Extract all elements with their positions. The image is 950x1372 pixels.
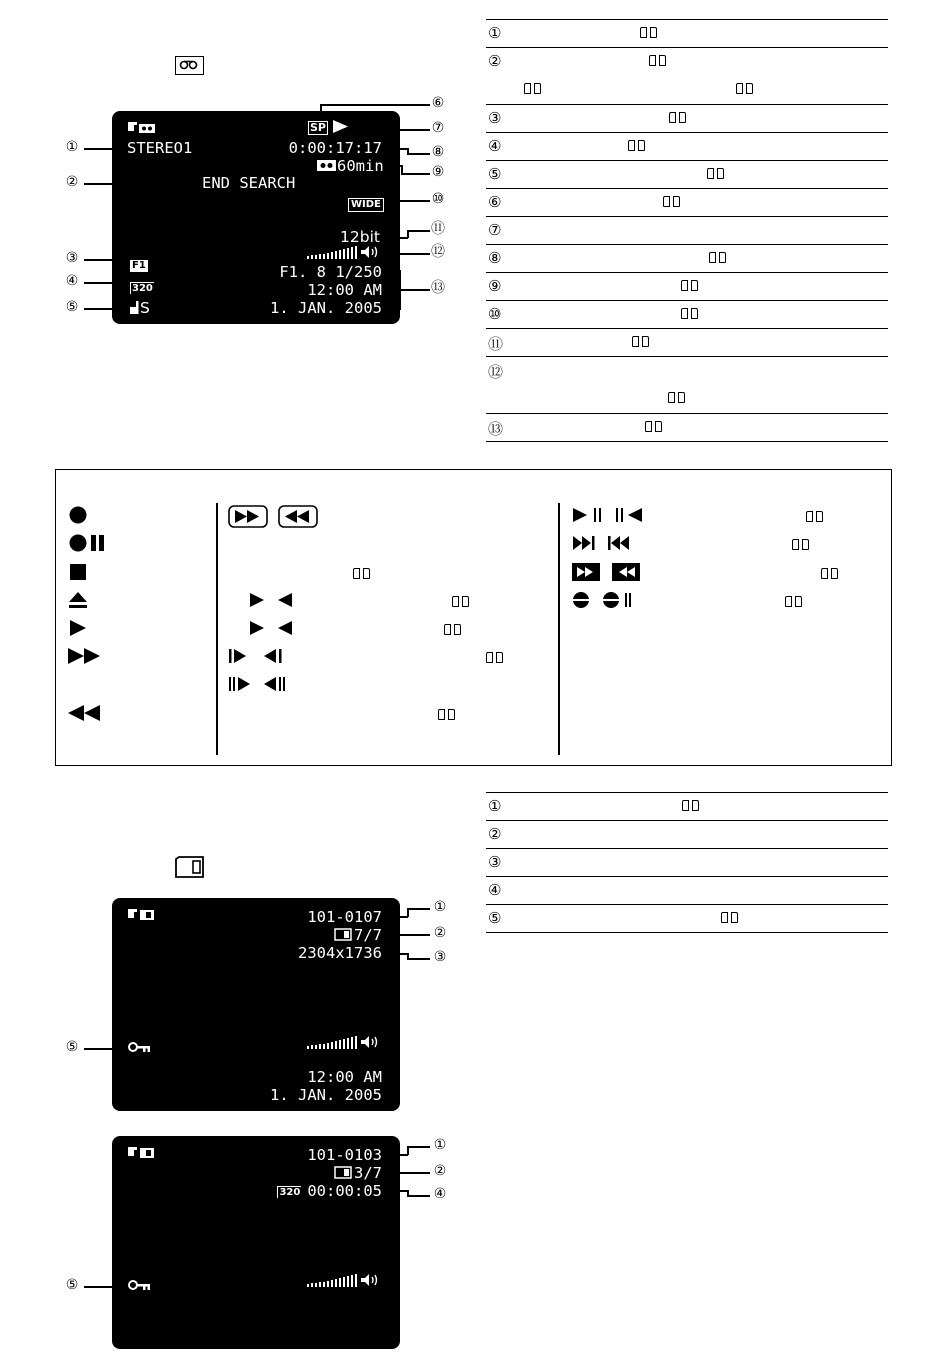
table-row: ⑤: [486, 161, 888, 189]
book-icon: [792, 533, 809, 555]
table-row: ⑪: [486, 329, 888, 357]
audio-mode-text: STEREO1: [127, 139, 193, 157]
callout-8: ⑧: [431, 144, 445, 160]
book-icon: [785, 590, 802, 612]
table-row: ②: [486, 48, 888, 105]
table-row: ⑩: [486, 301, 888, 329]
audio-bits-text: 12bit: [340, 228, 380, 246]
book-icon: [632, 336, 649, 352]
book-icon: [821, 562, 838, 584]
play-card-mode-icon: [128, 908, 158, 925]
wide-badge: WIDE: [348, 193, 384, 212]
book-icon: [353, 562, 370, 584]
table-row: ⑨: [486, 273, 888, 301]
book-icon: [486, 646, 503, 668]
slow-play-icons: [228, 646, 290, 670]
book-icon: [452, 590, 469, 612]
protect-key-icon: [128, 1040, 152, 1057]
record-pause-icon: [68, 533, 112, 557]
callout-11: ⑪: [431, 221, 445, 237]
table-row: ⑬: [486, 414, 888, 442]
date-text: 1. JAN. 2005: [270, 1086, 382, 1104]
book-icon: [668, 392, 685, 408]
tape-lcd-screen: [112, 111, 400, 324]
image-index: 3/7: [334, 1164, 382, 1182]
table-row: ⑥: [486, 189, 888, 217]
book-icon: [640, 27, 657, 43]
play-reverse-icons: [248, 618, 298, 642]
rewind-icon: [68, 703, 104, 727]
callout-6: ⑥: [431, 95, 445, 111]
callout-13: ⑬: [431, 280, 445, 296]
resolution-text: 2304x1736: [298, 944, 382, 962]
card-callout-3: ③: [433, 949, 447, 965]
ff-rew-box-icons: [228, 505, 320, 533]
fast-play-box-icons: [572, 562, 644, 586]
table-row: ③: [486, 849, 888, 877]
book-icon: [681, 280, 698, 296]
image-index: 7/7: [334, 926, 382, 944]
callout-5: ⑤: [65, 299, 79, 315]
table-row: ①: [486, 20, 888, 48]
book-icon: [645, 421, 662, 437]
callout-2: ②: [65, 174, 79, 190]
volume-level-icon: [307, 1034, 382, 1053]
book-icon: [707, 168, 724, 184]
sound-effect-indicator: S: [130, 299, 150, 317]
card-callout-4: ④: [433, 1186, 447, 1202]
callout-4: ④: [65, 273, 79, 289]
callout-7: ⑦: [431, 120, 445, 136]
time-code-text: 0:00:17:17: [288, 139, 382, 157]
table-row: ④: [486, 133, 888, 161]
book-icon: [682, 800, 699, 816]
clock-time-text: 12:00 AM: [307, 1068, 382, 1086]
memory-card-mode-icon: [175, 856, 205, 882]
play-status-icon: [333, 120, 349, 136]
card-callout-2b: ②: [433, 1163, 447, 1179]
card-lcd-screen-1: [112, 898, 400, 1111]
card-callout-1b: ①: [433, 1137, 447, 1153]
clock-time-text: 12:00 AM: [307, 281, 382, 299]
book-icon: [649, 55, 666, 71]
fast-forward-icon: [68, 646, 104, 670]
card-callout-5b: ⑤: [65, 1277, 79, 1293]
date-text: 1. JAN. 2005: [270, 299, 382, 317]
callout-1: ①: [65, 139, 79, 155]
book-icon: [709, 252, 726, 268]
play-card-mode-icon: [128, 1146, 158, 1163]
end-search-text: END SEARCH: [202, 174, 296, 192]
book-icon: [444, 618, 461, 640]
table-row: ⑫: [486, 357, 888, 414]
card-reference-table: [486, 792, 888, 933]
tape-speed-badge: SP: [310, 121, 326, 134]
f1-badge: F1: [132, 260, 146, 271]
record-icon: [68, 505, 88, 529]
callout-12: ⑫: [431, 244, 445, 260]
play-pause-icons: [572, 505, 652, 529]
exposure-text: F1. 8 1/250: [279, 263, 382, 281]
callout-10: ⑩: [431, 191, 445, 207]
eject-icon: [68, 590, 88, 614]
volume-level-icon: [307, 1272, 382, 1291]
book-icon: [681, 308, 698, 324]
volume-level-icon: [307, 244, 382, 263]
tape-mode-icon: [175, 56, 204, 75]
table-row: ⑧: [486, 245, 888, 273]
skip-icons: [572, 533, 642, 557]
table-row: ⑦: [486, 217, 888, 245]
play-reverse-icons: [248, 590, 298, 614]
file-number-text: 101-0103: [307, 1146, 382, 1164]
play-tape-mode-icon: [128, 121, 158, 138]
frame-advance-icons: [228, 674, 290, 698]
protect-key-icon: [128, 1278, 152, 1295]
record-pause-half-icons: [572, 590, 642, 614]
movie-time: 320 00:00:05: [279, 1182, 382, 1200]
card-lcd-screen-2: [112, 1136, 400, 1349]
card-callout-1: ①: [433, 899, 447, 915]
card-callout-5: ⑤: [65, 1039, 79, 1055]
table-row: ②: [486, 821, 888, 849]
operation-symbols-legend: [55, 469, 892, 766]
book-icon: [806, 505, 823, 527]
book-icon: [669, 112, 686, 128]
tape-reference-table: [486, 19, 888, 442]
book-icon: [628, 140, 645, 156]
callout-9: ⑨: [431, 164, 445, 180]
file-number-text: 101-0107: [307, 908, 382, 926]
table-row: ④: [486, 877, 888, 905]
table-row: ①: [486, 793, 888, 821]
movie-size-badge: 320: [132, 283, 153, 294]
stop-icon: [68, 562, 88, 586]
callout-3: ③: [65, 250, 79, 266]
table-row: ⑤: [486, 905, 888, 933]
book-icon: [663, 196, 680, 212]
book-icon: [438, 703, 455, 725]
remaining-tape: 60min: [317, 157, 384, 175]
card-callout-2: ②: [433, 925, 447, 941]
book-icon: [736, 83, 753, 99]
table-row: ③: [486, 105, 888, 133]
play-icon: [68, 618, 88, 642]
book-icon: [524, 83, 541, 99]
book-icon: [721, 912, 738, 928]
